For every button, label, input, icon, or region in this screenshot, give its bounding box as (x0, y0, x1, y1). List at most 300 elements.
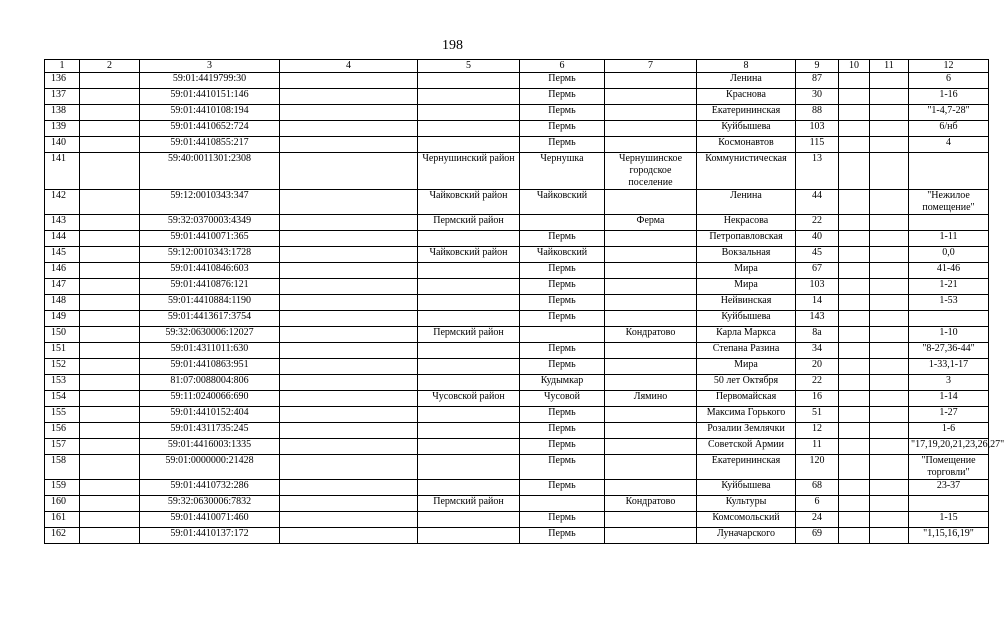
table-row (45, 231, 989, 247)
cell-col2 (80, 247, 140, 263)
table-row (45, 311, 989, 327)
cell-house-number: 6 (796, 496, 839, 512)
cell-cadastral-number: 59:01:4410863:951 (140, 359, 280, 375)
cell-col10 (839, 327, 870, 343)
table-row (45, 153, 989, 190)
col-header-5: 5 (418, 60, 520, 73)
cell-row-number: 144 (45, 231, 80, 247)
cell-city: Пермь (520, 105, 605, 121)
cell-row-number: 161 (45, 512, 80, 528)
cell-premises: 1-10 (909, 327, 989, 343)
cell-col10 (839, 105, 870, 121)
cell-cadastral-number: 59:01:4410151:146 (140, 89, 280, 105)
cell-settlement (605, 137, 697, 153)
cell-row-number: 143 (45, 215, 80, 231)
cell-col10 (839, 528, 870, 544)
cell-house-number: 88 (796, 105, 839, 121)
cell-premises: "17,19,20,21,23,26,27" (909, 439, 989, 455)
cell-premises: 6/нб (909, 121, 989, 137)
table-body (45, 73, 1004, 544)
cell-district (418, 89, 520, 105)
cell-col10 (839, 295, 870, 311)
cell-row-number: 141 (45, 153, 80, 190)
cell-settlement (605, 455, 697, 480)
cell-district (418, 73, 520, 89)
cell-row-number: 136 (45, 73, 80, 89)
cell-row-number: 150 (45, 327, 80, 343)
cell-cadastral-number: 59:32:0630006:7832 (140, 496, 280, 512)
cell-premises (909, 311, 989, 327)
cell-district (418, 231, 520, 247)
cell-col11 (870, 439, 909, 455)
cell-house-number: 120 (796, 455, 839, 480)
cell-district (418, 343, 520, 359)
cell-premises: 1-27 (909, 407, 989, 423)
cell-house-number: 87 (796, 73, 839, 89)
cell-city: Чусовой (520, 391, 605, 407)
cell-col11 (870, 295, 909, 311)
cell-street: Ленина (697, 190, 796, 215)
cell-cadastral-number: 59:01:4410652:724 (140, 121, 280, 137)
table-row (45, 137, 989, 153)
cell-settlement (605, 190, 697, 215)
cell-city: Чайковский (520, 247, 605, 263)
cell-street: Луначарского (697, 528, 796, 544)
cell-premises: 0,0 (909, 247, 989, 263)
cell-district (418, 295, 520, 311)
cell-premises: 1-15 (909, 512, 989, 528)
cell-district (418, 407, 520, 423)
cell-district: Чусовской район (418, 391, 520, 407)
cell-col10 (839, 89, 870, 105)
cell-row-number: 142 (45, 190, 80, 215)
cell-cadastral-number: 59:01:4410884:1190 (140, 295, 280, 311)
cell-street: Нейвинская (697, 295, 796, 311)
cell-col4 (280, 480, 418, 496)
table-row (45, 455, 989, 480)
cell-col11 (870, 480, 909, 496)
cell-district (418, 455, 520, 480)
cell-city: Пермь (520, 480, 605, 496)
cell-col4 (280, 496, 418, 512)
table-row (45, 407, 989, 423)
cell-settlement (605, 279, 697, 295)
property-registry-table (44, 59, 1004, 544)
cell-district: Чернушинский район (418, 153, 520, 190)
cell-col11 (870, 263, 909, 279)
cell-col2 (80, 439, 140, 455)
cell-house-number: 22 (796, 375, 839, 391)
table-row (45, 279, 989, 295)
cell-col10 (839, 343, 870, 359)
cell-district (418, 439, 520, 455)
table-row (45, 89, 989, 105)
cell-street: Некрасова (697, 215, 796, 231)
cell-cadastral-number: 59:01:4410846:603 (140, 263, 280, 279)
cell-premises: 1-53 (909, 295, 989, 311)
cell-col4 (280, 279, 418, 295)
cell-cadastral-number: 59:01:4410071:365 (140, 231, 280, 247)
cell-settlement (605, 311, 697, 327)
cell-col2 (80, 480, 140, 496)
cell-col11 (870, 496, 909, 512)
cell-cadastral-number: 59:32:0630006:12027 (140, 327, 280, 343)
cell-settlement (605, 89, 697, 105)
cell-district (418, 137, 520, 153)
cell-cadastral-number: 59:01:4410137:172 (140, 528, 280, 544)
cell-city: Пермь (520, 359, 605, 375)
cell-row-number: 154 (45, 391, 80, 407)
cell-city: Пермь (520, 512, 605, 528)
cell-col10 (839, 439, 870, 455)
cell-city: Пермь (520, 423, 605, 439)
cell-cadastral-number: 59:01:4410108:194 (140, 105, 280, 121)
cell-street: Культуры (697, 496, 796, 512)
table-row (45, 528, 989, 544)
cell-premises: 1-11 (909, 231, 989, 247)
cell-col11 (870, 215, 909, 231)
cell-col11 (870, 343, 909, 359)
cell-settlement (605, 480, 697, 496)
cell-street: Советской Армии (697, 439, 796, 455)
cell-house-number: 68 (796, 480, 839, 496)
cell-district (418, 105, 520, 121)
cell-col4 (280, 512, 418, 528)
cell-house-number: 40 (796, 231, 839, 247)
cell-col11 (870, 407, 909, 423)
cell-col10 (839, 455, 870, 480)
cell-district: Чайковский район (418, 247, 520, 263)
cell-city: Пермь (520, 407, 605, 423)
cell-street: 50 лет Октября (697, 375, 796, 391)
cell-col4 (280, 423, 418, 439)
cell-settlement (605, 105, 697, 121)
cell-col4 (280, 153, 418, 190)
cell-col10 (839, 247, 870, 263)
cell-cadastral-number: 59:12:0010343:347 (140, 190, 280, 215)
cell-district (418, 311, 520, 327)
cell-cadastral-number: 59:01:4311735:245 (140, 423, 280, 439)
cell-premises: 1-16 (909, 89, 989, 105)
cell-city: Пермь (520, 439, 605, 455)
cell-district (418, 121, 520, 137)
cell-house-number: 12 (796, 423, 839, 439)
cell-col10 (839, 407, 870, 423)
cell-city: Пермь (520, 121, 605, 137)
cell-premises: 1-14 (909, 391, 989, 407)
page-number: 198 (442, 38, 463, 53)
cell-row-number: 152 (45, 359, 80, 375)
cell-col2 (80, 153, 140, 190)
cell-settlement (605, 423, 697, 439)
cell-cadastral-number: 59:01:4416003:1335 (140, 439, 280, 455)
table-row (45, 247, 989, 263)
cell-cadastral-number: 59:12:0010343:1728 (140, 247, 280, 263)
cell-street: Степана Разина (697, 343, 796, 359)
cell-city: Пермь (520, 311, 605, 327)
cell-settlement: Ферма (605, 215, 697, 231)
cell-cadastral-number: 59:01:4413617:3754 (140, 311, 280, 327)
cell-col2 (80, 391, 140, 407)
table-row (45, 105, 989, 121)
col-header-4: 4 (280, 60, 418, 73)
cell-street: Вокзальная (697, 247, 796, 263)
cell-house-number: 22 (796, 215, 839, 231)
cell-col2 (80, 455, 140, 480)
col-header-9: 9 (796, 60, 839, 73)
cell-col4 (280, 295, 418, 311)
cell-premises: "1-4,7-28" (909, 105, 989, 121)
cell-col2 (80, 375, 140, 391)
cell-col4 (280, 89, 418, 105)
table-row (45, 359, 989, 375)
cell-col10 (839, 263, 870, 279)
cell-row-number: 137 (45, 89, 80, 105)
cell-col10 (839, 496, 870, 512)
cell-row-number: 147 (45, 279, 80, 295)
cell-settlement: Кондратово (605, 327, 697, 343)
cell-cadastral-number: 81:07:0088004:806 (140, 375, 280, 391)
cell-street: Екатерининская (697, 105, 796, 121)
cell-city: Пермь (520, 279, 605, 295)
cell-street: Розалии Землячки (697, 423, 796, 439)
cell-col10 (839, 480, 870, 496)
cell-col2 (80, 295, 140, 311)
cell-cadastral-number: 59:32:0370003:4349 (140, 215, 280, 231)
cell-settlement (605, 439, 697, 455)
cell-col4 (280, 231, 418, 247)
cell-col10 (839, 190, 870, 215)
cell-street: Петропавловская (697, 231, 796, 247)
cell-house-number: 67 (796, 263, 839, 279)
cell-settlement (605, 512, 697, 528)
cell-col2 (80, 407, 140, 423)
cell-city: Пермь (520, 89, 605, 105)
col-header-11: 11 (870, 60, 909, 73)
cell-col10 (839, 375, 870, 391)
cell-premises (909, 153, 989, 190)
cell-row-number: 151 (45, 343, 80, 359)
col-header-7: 7 (605, 60, 697, 73)
table-row (45, 423, 989, 439)
cell-city: Пермь (520, 343, 605, 359)
cell-col11 (870, 279, 909, 295)
cell-col4 (280, 263, 418, 279)
cell-row-number: 155 (45, 407, 80, 423)
cell-col11 (870, 391, 909, 407)
cell-col4 (280, 359, 418, 375)
cell-col4 (280, 327, 418, 343)
cell-settlement: Лямино (605, 391, 697, 407)
cell-district (418, 512, 520, 528)
cell-street: Краснова (697, 89, 796, 105)
cell-col11 (870, 375, 909, 391)
cell-row-number: 139 (45, 121, 80, 137)
cell-house-number: 51 (796, 407, 839, 423)
cell-col4 (280, 73, 418, 89)
cell-col2 (80, 279, 140, 295)
cell-col2 (80, 343, 140, 359)
cell-district: Пермский район (418, 327, 520, 343)
cell-cadastral-number: 59:01:4410855:217 (140, 137, 280, 153)
cell-premises: 1-33,1-17 (909, 359, 989, 375)
cell-col11 (870, 455, 909, 480)
cell-settlement (605, 231, 697, 247)
cell-col2 (80, 496, 140, 512)
cell-premises: 41-46 (909, 263, 989, 279)
cell-row-number: 157 (45, 439, 80, 455)
cell-row-number: 162 (45, 528, 80, 544)
cell-city: Пермь (520, 295, 605, 311)
cell-settlement (605, 121, 697, 137)
col-header-6: 6 (520, 60, 605, 73)
cell-col2 (80, 512, 140, 528)
cell-col11 (870, 311, 909, 327)
cell-cadastral-number: 59:01:4410876:121 (140, 279, 280, 295)
cell-cadastral-number: 59:40:0011301:2308 (140, 153, 280, 190)
cell-street: Ленина (697, 73, 796, 89)
cell-settlement (605, 263, 697, 279)
cell-row-number: 138 (45, 105, 80, 121)
cell-settlement (605, 359, 697, 375)
cell-col2 (80, 215, 140, 231)
table-row (45, 121, 989, 137)
cell-settlement (605, 407, 697, 423)
cell-col10 (839, 311, 870, 327)
cell-col10 (839, 423, 870, 439)
cell-col11 (870, 423, 909, 439)
cell-city: Пермь (520, 231, 605, 247)
cell-col11 (870, 247, 909, 263)
cell-street: Коммунистическая (697, 153, 796, 190)
col-header-10: 10 (839, 60, 870, 73)
table-row (45, 496, 989, 512)
table-row (45, 512, 989, 528)
cell-col2 (80, 105, 140, 121)
cell-col2 (80, 231, 140, 247)
cell-district (418, 375, 520, 391)
table-row (45, 73, 989, 89)
cell-col11 (870, 359, 909, 375)
cell-house-number: 14 (796, 295, 839, 311)
cell-col4 (280, 439, 418, 455)
cell-col2 (80, 121, 140, 137)
cell-col2 (80, 73, 140, 89)
cell-row-number: 146 (45, 263, 80, 279)
cell-premises: 23-37 (909, 480, 989, 496)
cell-col11 (870, 231, 909, 247)
cell-col2 (80, 137, 140, 153)
cell-house-number: 30 (796, 89, 839, 105)
cell-house-number: 143 (796, 311, 839, 327)
cell-col2 (80, 327, 140, 343)
cell-street: Куйбышева (697, 480, 796, 496)
cell-col2 (80, 190, 140, 215)
cell-street: Мира (697, 263, 796, 279)
cell-house-number: 16 (796, 391, 839, 407)
cell-col11 (870, 512, 909, 528)
cell-cadastral-number: 59:01:4410152:404 (140, 407, 280, 423)
col-header-12: 12 (909, 60, 989, 73)
cell-house-number: 44 (796, 190, 839, 215)
cell-col2 (80, 89, 140, 105)
table-row (45, 295, 989, 311)
cell-row-number: 149 (45, 311, 80, 327)
cell-settlement (605, 295, 697, 311)
cell-col4 (280, 528, 418, 544)
cell-row-number: 158 (45, 455, 80, 480)
cell-street: Мира (697, 279, 796, 295)
cell-street: Куйбышева (697, 121, 796, 137)
cell-col4 (280, 455, 418, 480)
cell-premises: "Нежилое помещение" (909, 190, 989, 215)
cell-col4 (280, 215, 418, 231)
cell-col11 (870, 137, 909, 153)
cell-settlement: Кондратово (605, 496, 697, 512)
cell-col4 (280, 391, 418, 407)
cell-street: Космонавтов (697, 137, 796, 153)
cell-settlement (605, 343, 697, 359)
cell-district (418, 359, 520, 375)
cell-col10 (839, 279, 870, 295)
cell-col10 (839, 231, 870, 247)
cell-district (418, 480, 520, 496)
cell-col4 (280, 247, 418, 263)
cell-street: Мира (697, 359, 796, 375)
cell-cadastral-number: 59:11:0240066:690 (140, 391, 280, 407)
cell-col4 (280, 121, 418, 137)
cell-premises: 3 (909, 375, 989, 391)
cell-house-number: 69 (796, 528, 839, 544)
cell-col11 (870, 73, 909, 89)
cell-street: Екатерининская (697, 455, 796, 480)
cell-city: Пермь (520, 263, 605, 279)
cell-house-number: 24 (796, 512, 839, 528)
cell-house-number: 103 (796, 279, 839, 295)
cell-district (418, 528, 520, 544)
cell-city: Чайковский (520, 190, 605, 215)
cell-col10 (839, 359, 870, 375)
cell-city: Пермь (520, 455, 605, 480)
cell-house-number: 115 (796, 137, 839, 153)
cell-house-number: 45 (796, 247, 839, 263)
cell-city: Пермь (520, 528, 605, 544)
cell-col10 (839, 215, 870, 231)
cell-city (520, 327, 605, 343)
cell-row-number: 160 (45, 496, 80, 512)
cell-settlement (605, 375, 697, 391)
cell-col11 (870, 327, 909, 343)
cell-col2 (80, 263, 140, 279)
cell-settlement (605, 247, 697, 263)
cell-col2 (80, 311, 140, 327)
cell-col11 (870, 190, 909, 215)
cell-district (418, 263, 520, 279)
cell-col11 (870, 89, 909, 105)
table-row (45, 391, 989, 407)
table-row (45, 263, 989, 279)
cell-street: Комсомольский (697, 512, 796, 528)
cell-col2 (80, 528, 140, 544)
cell-street: Максима Горького (697, 407, 796, 423)
col-header-2: 2 (80, 60, 140, 73)
cell-row-number: 153 (45, 375, 80, 391)
cell-premises: 1-6 (909, 423, 989, 439)
cell-col10 (839, 512, 870, 528)
cell-premises: 6 (909, 73, 989, 89)
cell-row-number: 156 (45, 423, 80, 439)
cell-district: Пермский район (418, 496, 520, 512)
